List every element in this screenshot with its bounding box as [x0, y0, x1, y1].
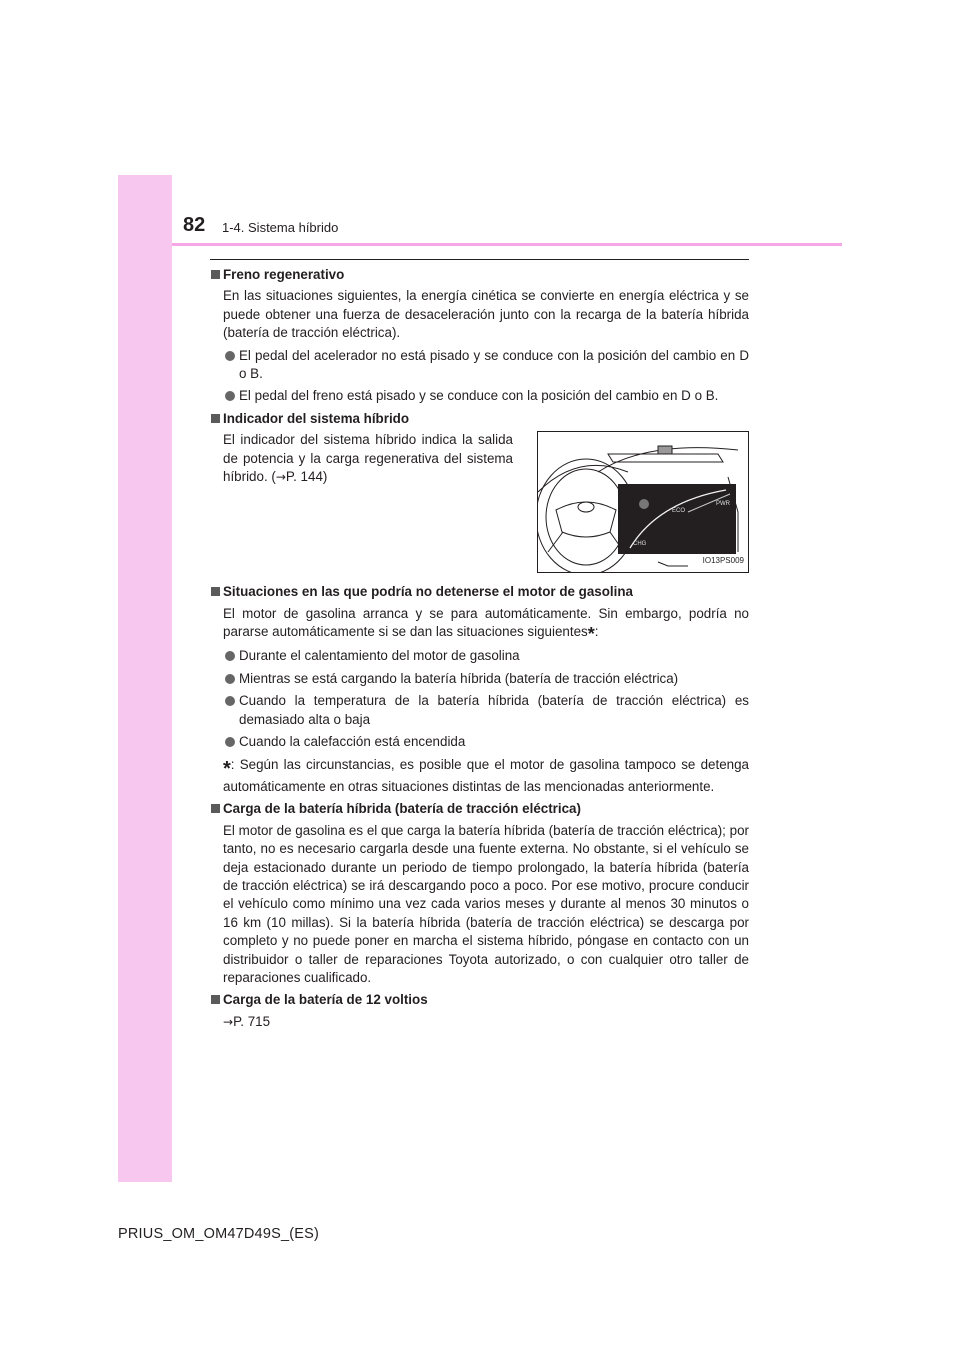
list-item: El pedal del freno está pisado y se conduce con la posición del cambio en D o B.	[210, 387, 749, 405]
circle-bullet-icon	[225, 651, 235, 661]
square-bullet-icon	[211, 414, 220, 423]
square-bullet-icon	[211, 804, 220, 813]
pink-side-tab	[118, 175, 172, 1182]
circle-bullet-icon	[225, 696, 235, 706]
top-rule	[210, 259, 749, 260]
circle-bullet-icon	[225, 391, 235, 401]
paragraph: El motor de gasolina arranca y se para automáticamente. Sin embargo, podría no pararse automáticamente si se dan las situaciones siguientes*:	[223, 605, 749, 645]
circle-bullet-icon	[225, 351, 235, 361]
header-divider	[172, 243, 842, 246]
page-number: 82	[183, 214, 206, 236]
indicator-row	[210, 431, 749, 573]
heading-freno-regenerativo: Freno regenerativo	[210, 266, 749, 284]
list-item: Mientras se está cargando la batería híbrida (batería de tracción eléctrica)	[210, 670, 749, 688]
section-header: 1-4. Sistema híbrido	[222, 220, 339, 235]
gauge-label-pwr: PWR	[716, 501, 730, 508]
asterisk-mark: *	[223, 757, 231, 780]
heading-carga-bateria-12v: Carga de la batería de 12 voltios	[210, 991, 749, 1009]
gauge-label-chg: CHG	[633, 541, 647, 548]
dashboard-illustration	[537, 431, 749, 573]
figure-code: IO13PS009	[702, 555, 744, 565]
circle-bullet-icon	[225, 737, 235, 747]
list-item: Cuando la temperatura de la batería híbrida (batería de tracción eléctrica) es demasiado alta o baja	[210, 692, 749, 729]
indicator-text: El indicador del sistema híbrido indica la salida de potencia y la carga regenerativa del sistema híbrido. (→P. 144)	[223, 432, 513, 485]
footnote: *: Según las circunstancias, es posible que el motor de gasolina tampoco se detenga automáticamente en otras situaciones distintas de las mencionadas anteriormente.	[223, 756, 749, 794]
heading-carga-bateria-hibrida: Carga de la batería híbrida (batería de tracción eléctrica)	[210, 800, 749, 818]
asterisk-mark: *	[587, 624, 595, 645]
list-item: Cuando la calefacción está encendida	[210, 733, 749, 751]
arrow-icon: →	[223, 1014, 234, 1029]
paragraph: El motor de gasolina es el que carga la batería híbrida (batería de tracción eléctrica); por tanto, no es necesario cargarla desde una fuente externa. No obstante, si el vehículo se deja estacionado durante un periodo de tiempo prolongado, la batería híbrida (batería de tracción eléctrica) se irá descargando poco a poco. Por ese motivo, procure conducir el vehículo como mínimo una vez cada varios meses y durante al menos 30 minutos o 16 km (10 millas). Si la batería híbrida (batería de tracción eléctrica) se descarga por completo y no puede poner en marcha el sistema híbrido, póngase en contacto con un distribuidor o taller de reparaciones Toyota autorizado, o con cualquier otro taller de reparaciones cualificado.	[223, 822, 749, 985]
heading-indicador: Indicador del sistema híbrido	[210, 410, 749, 428]
heading-situaciones-motor: Situaciones en las que podría no detenerse el motor de gasolina	[210, 583, 749, 601]
circle-bullet-icon	[225, 674, 235, 684]
page-content	[210, 266, 749, 1035]
page-reference: →P. 715	[223, 1013, 271, 1029]
gauge-label-eco: ECO	[672, 508, 686, 515]
arrow-icon: →	[275, 470, 286, 485]
square-bullet-icon	[211, 270, 220, 279]
square-bullet-icon	[211, 995, 220, 1004]
square-bullet-icon	[211, 587, 220, 596]
list-item: El pedal del acelerador no está pisado y se conduce con la posición del cambio en D o B.	[210, 347, 749, 384]
paragraph: En las situaciones siguientes, la energía cinética se convierte en energía eléctrica y se puede obtener una fuerza de desaceleración junto con la recarga de la batería híbrida (batería de tracción eléctrica).	[223, 288, 749, 341]
list-item: Durante el calentamiento del motor de gasolina	[210, 647, 749, 665]
footer-code: PRIUS_OM_OM47D49S_(ES)	[118, 1226, 320, 1242]
